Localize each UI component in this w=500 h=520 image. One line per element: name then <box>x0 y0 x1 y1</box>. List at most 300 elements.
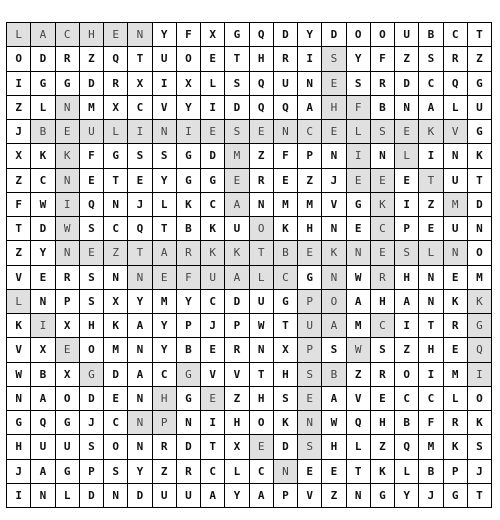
grid-cell[interactable]: X <box>274 338 298 362</box>
grid-cell[interactable]: K <box>468 411 492 435</box>
grid-cell[interactable]: O <box>347 23 371 47</box>
grid-cell[interactable]: F <box>177 266 201 290</box>
grid-cell[interactable]: D <box>201 144 225 168</box>
grid-cell[interactable]: G <box>371 484 395 508</box>
grid-cell[interactable]: U <box>250 290 274 314</box>
grid-cell[interactable]: Q <box>274 96 298 120</box>
grid-cell[interactable]: A <box>419 96 443 120</box>
grid-cell[interactable]: Z <box>7 169 31 193</box>
grid-cell[interactable]: C <box>371 314 395 338</box>
grid-cell[interactable]: L <box>153 193 177 217</box>
grid-cell[interactable]: D <box>225 290 249 314</box>
grid-cell[interactable]: O <box>371 23 395 47</box>
grid-cell[interactable]: Q <box>444 72 468 96</box>
grid-cell[interactable]: L <box>225 460 249 484</box>
grid-cell[interactable]: E <box>322 120 346 144</box>
grid-cell[interactable]: S <box>225 120 249 144</box>
grid-cell[interactable]: V <box>444 120 468 144</box>
grid-cell[interactable]: G <box>468 314 492 338</box>
grid-cell[interactable]: I <box>31 314 55 338</box>
grid-cell[interactable]: K <box>371 193 395 217</box>
grid-cell[interactable]: A <box>31 387 55 411</box>
grid-cell[interactable]: T <box>250 241 274 265</box>
grid-cell[interactable]: Q <box>80 193 104 217</box>
grid-cell[interactable]: M <box>419 435 443 459</box>
grid-cell[interactable]: T <box>7 217 31 241</box>
grid-cell[interactable]: L <box>201 72 225 96</box>
grid-cell[interactable]: Z <box>347 363 371 387</box>
grid-cell[interactable]: C <box>201 290 225 314</box>
grid-cell[interactable]: S <box>322 47 346 71</box>
grid-cell[interactable]: U <box>177 484 201 508</box>
grid-cell[interactable]: P <box>444 460 468 484</box>
grid-cell[interactable]: Y <box>177 96 201 120</box>
grid-cell[interactable]: J <box>7 460 31 484</box>
grid-cell[interactable]: G <box>104 144 128 168</box>
grid-cell[interactable]: D <box>31 47 55 71</box>
grid-cell[interactable]: J <box>322 169 346 193</box>
grid-cell[interactable]: D <box>274 435 298 459</box>
grid-cell[interactable]: T <box>468 484 492 508</box>
grid-cell[interactable]: G <box>225 23 249 47</box>
grid-cell[interactable]: O <box>468 387 492 411</box>
grid-cell[interactable]: X <box>56 314 80 338</box>
grid-cell[interactable]: N <box>444 241 468 265</box>
grid-cell[interactable]: G <box>80 363 104 387</box>
grid-cell[interactable]: O <box>322 290 346 314</box>
grid-cell[interactable]: A <box>128 314 152 338</box>
grid-cell[interactable]: H <box>80 314 104 338</box>
grid-cell[interactable]: X <box>177 72 201 96</box>
grid-cell[interactable]: S <box>468 435 492 459</box>
grid-cell[interactable]: F <box>347 96 371 120</box>
grid-cell[interactable]: M <box>274 193 298 217</box>
grid-cell[interactable]: B <box>31 120 55 144</box>
grid-cell[interactable]: E <box>250 120 274 144</box>
grid-cell[interactable]: L <box>347 120 371 144</box>
grid-cell[interactable]: C <box>298 120 322 144</box>
grid-cell[interactable]: P <box>56 290 80 314</box>
grid-cell[interactable]: N <box>56 96 80 120</box>
grid-cell[interactable]: F <box>419 411 443 435</box>
grid-cell[interactable]: L <box>347 435 371 459</box>
grid-cell[interactable]: I <box>153 72 177 96</box>
grid-cell[interactable]: D <box>31 217 55 241</box>
grid-cell[interactable]: N <box>322 217 346 241</box>
grid-cell[interactable]: V <box>347 387 371 411</box>
grid-cell[interactable]: F <box>274 144 298 168</box>
grid-cell[interactable]: Z <box>468 47 492 71</box>
grid-cell[interactable]: J <box>419 484 443 508</box>
grid-cell[interactable]: C <box>419 387 443 411</box>
grid-cell[interactable]: J <box>468 460 492 484</box>
grid-cell[interactable]: T <box>225 47 249 71</box>
grid-cell[interactable]: V <box>7 338 31 362</box>
grid-cell[interactable]: O <box>177 47 201 71</box>
grid-cell[interactable]: A <box>153 241 177 265</box>
grid-cell[interactable]: N <box>419 290 443 314</box>
grid-cell[interactable]: H <box>80 23 104 47</box>
grid-cell[interactable]: F <box>7 193 31 217</box>
grid-cell[interactable]: I <box>298 47 322 71</box>
grid-cell[interactable]: E <box>298 241 322 265</box>
grid-cell[interactable]: G <box>468 120 492 144</box>
grid-cell[interactable]: G <box>7 411 31 435</box>
grid-cell[interactable]: D <box>468 193 492 217</box>
grid-cell[interactable]: Z <box>7 241 31 265</box>
grid-cell[interactable]: Q <box>104 47 128 71</box>
grid-cell[interactable]: N <box>274 120 298 144</box>
grid-cell[interactable]: M <box>444 363 468 387</box>
grid-cell[interactable]: R <box>444 314 468 338</box>
grid-cell[interactable]: A <box>31 23 55 47</box>
grid-cell[interactable]: G <box>274 290 298 314</box>
grid-cell[interactable]: H <box>250 387 274 411</box>
grid-cell[interactable]: K <box>371 460 395 484</box>
grid-cell[interactable]: S <box>80 435 104 459</box>
grid-cell[interactable]: G <box>177 169 201 193</box>
grid-cell[interactable]: A <box>298 96 322 120</box>
grid-cell[interactable]: P <box>274 484 298 508</box>
grid-cell[interactable]: C <box>250 460 274 484</box>
grid-cell[interactable]: A <box>322 314 346 338</box>
grid-cell[interactable]: P <box>298 144 322 168</box>
grid-cell[interactable]: Z <box>298 169 322 193</box>
grid-cell[interactable]: V <box>153 96 177 120</box>
grid-cell[interactable]: C <box>104 217 128 241</box>
grid-cell[interactable]: W <box>347 266 371 290</box>
grid-cell[interactable]: N <box>395 96 419 120</box>
grid-cell[interactable]: I <box>419 144 443 168</box>
grid-cell[interactable]: D <box>177 435 201 459</box>
grid-cell[interactable]: A <box>128 363 152 387</box>
grid-cell[interactable]: N <box>104 193 128 217</box>
grid-cell[interactable]: R <box>104 72 128 96</box>
grid-cell[interactable]: N <box>56 241 80 265</box>
grid-cell[interactable]: G <box>56 460 80 484</box>
grid-cell[interactable]: Q <box>250 72 274 96</box>
grid-cell[interactable]: U <box>468 96 492 120</box>
grid-cell[interactable]: L <box>31 96 55 120</box>
grid-cell[interactable]: E <box>347 217 371 241</box>
grid-cell[interactable]: E <box>298 387 322 411</box>
grid-cell[interactable]: Y <box>395 484 419 508</box>
grid-cell[interactable]: E <box>322 460 346 484</box>
grid-cell[interactable]: U <box>201 266 225 290</box>
grid-cell[interactable]: L <box>395 144 419 168</box>
grid-cell[interactable]: R <box>371 72 395 96</box>
grid-cell[interactable]: Q <box>250 23 274 47</box>
grid-cell[interactable]: M <box>444 193 468 217</box>
grid-cell[interactable]: C <box>201 193 225 217</box>
grid-cell[interactable]: X <box>7 144 31 168</box>
grid-cell[interactable]: N <box>371 144 395 168</box>
grid-cell[interactable]: N <box>31 484 55 508</box>
grid-cell[interactable]: S <box>104 460 128 484</box>
grid-cell[interactable]: E <box>56 338 80 362</box>
grid-cell[interactable]: Y <box>153 314 177 338</box>
grid-cell[interactable]: P <box>395 217 419 241</box>
grid-cell[interactable]: L <box>419 241 443 265</box>
grid-cell[interactable]: A <box>201 484 225 508</box>
grid-cell[interactable]: F <box>80 144 104 168</box>
grid-cell[interactable]: L <box>250 266 274 290</box>
grid-cell[interactable]: H <box>395 266 419 290</box>
grid-cell[interactable]: K <box>468 290 492 314</box>
grid-cell[interactable]: N <box>56 169 80 193</box>
grid-cell[interactable]: N <box>250 193 274 217</box>
grid-cell[interactable]: N <box>322 266 346 290</box>
grid-cell[interactable]: L <box>444 96 468 120</box>
grid-cell[interactable]: S <box>80 266 104 290</box>
grid-cell[interactable]: E <box>201 387 225 411</box>
grid-cell[interactable]: W <box>56 217 80 241</box>
grid-cell[interactable]: E <box>444 338 468 362</box>
grid-cell[interactable]: E <box>201 120 225 144</box>
grid-cell[interactable]: H <box>153 387 177 411</box>
grid-cell[interactable]: R <box>444 411 468 435</box>
grid-cell[interactable]: K <box>177 193 201 217</box>
grid-cell[interactable]: M <box>468 266 492 290</box>
grid-cell[interactable]: L <box>104 120 128 144</box>
grid-cell[interactable]: S <box>80 290 104 314</box>
grid-cell[interactable]: K <box>201 241 225 265</box>
grid-cell[interactable]: R <box>225 338 249 362</box>
grid-cell[interactable]: O <box>250 217 274 241</box>
grid-cell[interactable]: R <box>250 169 274 193</box>
grid-cell[interactable]: X <box>104 96 128 120</box>
grid-cell[interactable]: N <box>322 144 346 168</box>
grid-cell[interactable]: A <box>31 460 55 484</box>
grid-cell[interactable]: D <box>225 96 249 120</box>
grid-cell[interactable]: Q <box>31 411 55 435</box>
grid-cell[interactable]: D <box>80 484 104 508</box>
grid-cell[interactable]: K <box>322 241 346 265</box>
grid-cell[interactable]: N <box>104 484 128 508</box>
grid-cell[interactable]: N <box>128 411 152 435</box>
grid-cell[interactable]: T <box>419 169 443 193</box>
grid-cell[interactable]: C <box>419 72 443 96</box>
grid-cell[interactable]: E <box>395 169 419 193</box>
grid-cell[interactable]: T <box>468 169 492 193</box>
grid-cell[interactable]: K <box>7 314 31 338</box>
grid-cell[interactable]: W <box>250 314 274 338</box>
grid-cell[interactable]: A <box>347 290 371 314</box>
grid-cell[interactable]: K <box>56 144 80 168</box>
grid-cell[interactable]: Y <box>225 484 249 508</box>
grid-cell[interactable]: N <box>177 411 201 435</box>
grid-cell[interactable]: O <box>7 47 31 71</box>
grid-cell[interactable]: H <box>371 411 395 435</box>
grid-cell[interactable]: E <box>201 47 225 71</box>
grid-cell[interactable]: U <box>31 435 55 459</box>
grid-cell[interactable]: D <box>104 363 128 387</box>
grid-cell[interactable]: V <box>298 484 322 508</box>
grid-cell[interactable]: L <box>7 23 31 47</box>
grid-cell[interactable]: T <box>347 460 371 484</box>
grid-cell[interactable]: Z <box>371 435 395 459</box>
grid-cell[interactable]: T <box>274 314 298 338</box>
grid-cell[interactable]: Z <box>80 47 104 71</box>
grid-cell[interactable]: N <box>7 387 31 411</box>
grid-cell[interactable]: X <box>201 23 225 47</box>
grid-cell[interactable]: R <box>444 47 468 71</box>
grid-cell[interactable]: S <box>419 47 443 71</box>
grid-cell[interactable]: N <box>128 338 152 362</box>
grid-cell[interactable]: Z <box>7 96 31 120</box>
grid-cell[interactable]: R <box>371 363 395 387</box>
grid-cell[interactable]: I <box>56 193 80 217</box>
grid-cell[interactable]: U <box>153 484 177 508</box>
grid-cell[interactable]: E <box>347 169 371 193</box>
grid-cell[interactable]: D <box>274 23 298 47</box>
grid-cell[interactable]: Y <box>128 290 152 314</box>
grid-cell[interactable]: Y <box>128 460 152 484</box>
grid-cell[interactable]: F <box>177 23 201 47</box>
grid-cell[interactable]: G <box>468 72 492 96</box>
grid-cell[interactable]: U <box>56 435 80 459</box>
grid-cell[interactable]: J <box>80 411 104 435</box>
grid-cell[interactable]: O <box>104 435 128 459</box>
grid-cell[interactable]: D <box>322 23 346 47</box>
grid-cell[interactable]: T <box>153 217 177 241</box>
grid-cell[interactable]: E <box>444 266 468 290</box>
grid-cell[interactable]: N <box>128 23 152 47</box>
grid-cell[interactable]: K <box>419 120 443 144</box>
grid-cell[interactable]: I <box>128 120 152 144</box>
grid-cell[interactable]: R <box>274 47 298 71</box>
grid-cell[interactable]: U <box>274 72 298 96</box>
grid-cell[interactable]: B <box>395 411 419 435</box>
grid-cell[interactable]: U <box>153 47 177 71</box>
grid-cell[interactable]: H <box>322 435 346 459</box>
grid-cell[interactable]: E <box>419 217 443 241</box>
grid-cell[interactable]: I <box>347 144 371 168</box>
grid-cell[interactable]: N <box>468 217 492 241</box>
grid-cell[interactable]: U <box>298 314 322 338</box>
grid-cell[interactable]: E <box>80 241 104 265</box>
grid-cell[interactable]: H <box>322 96 346 120</box>
grid-cell[interactable]: C <box>395 387 419 411</box>
grid-cell[interactable]: G <box>177 387 201 411</box>
grid-cell[interactable]: N <box>419 266 443 290</box>
grid-cell[interactable]: M <box>347 314 371 338</box>
grid-cell[interactable]: R <box>177 460 201 484</box>
grid-cell[interactable]: B <box>274 241 298 265</box>
grid-cell[interactable]: C <box>274 266 298 290</box>
grid-cell[interactable]: J <box>201 314 225 338</box>
grid-cell[interactable]: N <box>298 411 322 435</box>
grid-cell[interactable]: V <box>201 363 225 387</box>
grid-cell[interactable]: Y <box>153 338 177 362</box>
grid-cell[interactable]: I <box>395 193 419 217</box>
grid-cell[interactable]: N <box>250 338 274 362</box>
grid-cell[interactable]: E <box>298 460 322 484</box>
grid-cell[interactable]: I <box>201 96 225 120</box>
grid-cell[interactable]: R <box>56 266 80 290</box>
grid-cell[interactable]: K <box>274 217 298 241</box>
grid-cell[interactable]: E <box>250 435 274 459</box>
grid-cell[interactable]: U <box>444 217 468 241</box>
grid-cell[interactable]: W <box>31 193 55 217</box>
grid-cell[interactable]: T <box>128 241 152 265</box>
grid-cell[interactable]: E <box>128 169 152 193</box>
grid-cell[interactable]: A <box>225 266 249 290</box>
grid-cell[interactable]: N <box>128 435 152 459</box>
grid-cell[interactable]: U <box>444 169 468 193</box>
grid-cell[interactable]: C <box>104 411 128 435</box>
grid-cell[interactable]: M <box>225 144 249 168</box>
grid-cell[interactable]: P <box>80 460 104 484</box>
grid-cell[interactable]: H <box>225 411 249 435</box>
grid-cell[interactable]: Y <box>298 23 322 47</box>
grid-cell[interactable]: W <box>7 363 31 387</box>
grid-cell[interactable]: E <box>153 266 177 290</box>
grid-cell[interactable]: L <box>56 484 80 508</box>
grid-cell[interactable]: O <box>395 363 419 387</box>
grid-cell[interactable]: G <box>201 169 225 193</box>
grid-cell[interactable]: Z <box>395 47 419 71</box>
grid-cell[interactable]: G <box>56 411 80 435</box>
grid-cell[interactable]: K <box>444 290 468 314</box>
grid-cell[interactable]: E <box>274 169 298 193</box>
grid-cell[interactable]: H <box>298 217 322 241</box>
grid-cell[interactable]: Q <box>395 435 419 459</box>
grid-cell[interactable]: H <box>371 290 395 314</box>
grid-cell[interactable]: N <box>347 484 371 508</box>
grid-cell[interactable]: E <box>371 241 395 265</box>
grid-cell[interactable]: Z <box>419 193 443 217</box>
grid-cell[interactable]: S <box>298 435 322 459</box>
grid-cell[interactable]: N <box>274 460 298 484</box>
grid-cell[interactable]: X <box>31 338 55 362</box>
grid-cell[interactable]: I <box>177 120 201 144</box>
grid-cell[interactable]: S <box>128 144 152 168</box>
grid-cell[interactable]: D <box>128 484 152 508</box>
grid-cell[interactable]: M <box>153 290 177 314</box>
grid-cell[interactable]: N <box>153 120 177 144</box>
grid-cell[interactable]: E <box>104 23 128 47</box>
grid-cell[interactable]: Q <box>128 217 152 241</box>
grid-cell[interactable]: G <box>31 72 55 96</box>
grid-cell[interactable]: M <box>298 193 322 217</box>
grid-cell[interactable]: Z <box>104 241 128 265</box>
grid-cell[interactable]: B <box>177 217 201 241</box>
grid-cell[interactable]: S <box>371 338 395 362</box>
grid-cell[interactable]: E <box>56 120 80 144</box>
grid-cell[interactable]: A <box>225 193 249 217</box>
grid-cell[interactable]: E <box>371 387 395 411</box>
grid-cell[interactable]: H <box>419 338 443 362</box>
grid-cell[interactable]: I <box>419 363 443 387</box>
grid-cell[interactable]: Q <box>250 96 274 120</box>
grid-cell[interactable]: E <box>201 338 225 362</box>
grid-cell[interactable]: Z <box>395 338 419 362</box>
grid-cell[interactable]: S <box>347 72 371 96</box>
grid-cell[interactable]: S <box>274 387 298 411</box>
grid-cell[interactable]: H <box>274 363 298 387</box>
grid-cell[interactable]: O <box>250 411 274 435</box>
grid-cell[interactable]: K <box>274 411 298 435</box>
grid-cell[interactable]: J <box>128 193 152 217</box>
grid-cell[interactable]: Y <box>153 169 177 193</box>
grid-cell[interactable]: Z <box>225 387 249 411</box>
grid-cell[interactable]: D <box>80 387 104 411</box>
grid-cell[interactable]: O <box>80 338 104 362</box>
grid-cell[interactable]: Z <box>153 460 177 484</box>
grid-cell[interactable]: U <box>80 120 104 144</box>
grid-cell[interactable]: Y <box>347 47 371 71</box>
